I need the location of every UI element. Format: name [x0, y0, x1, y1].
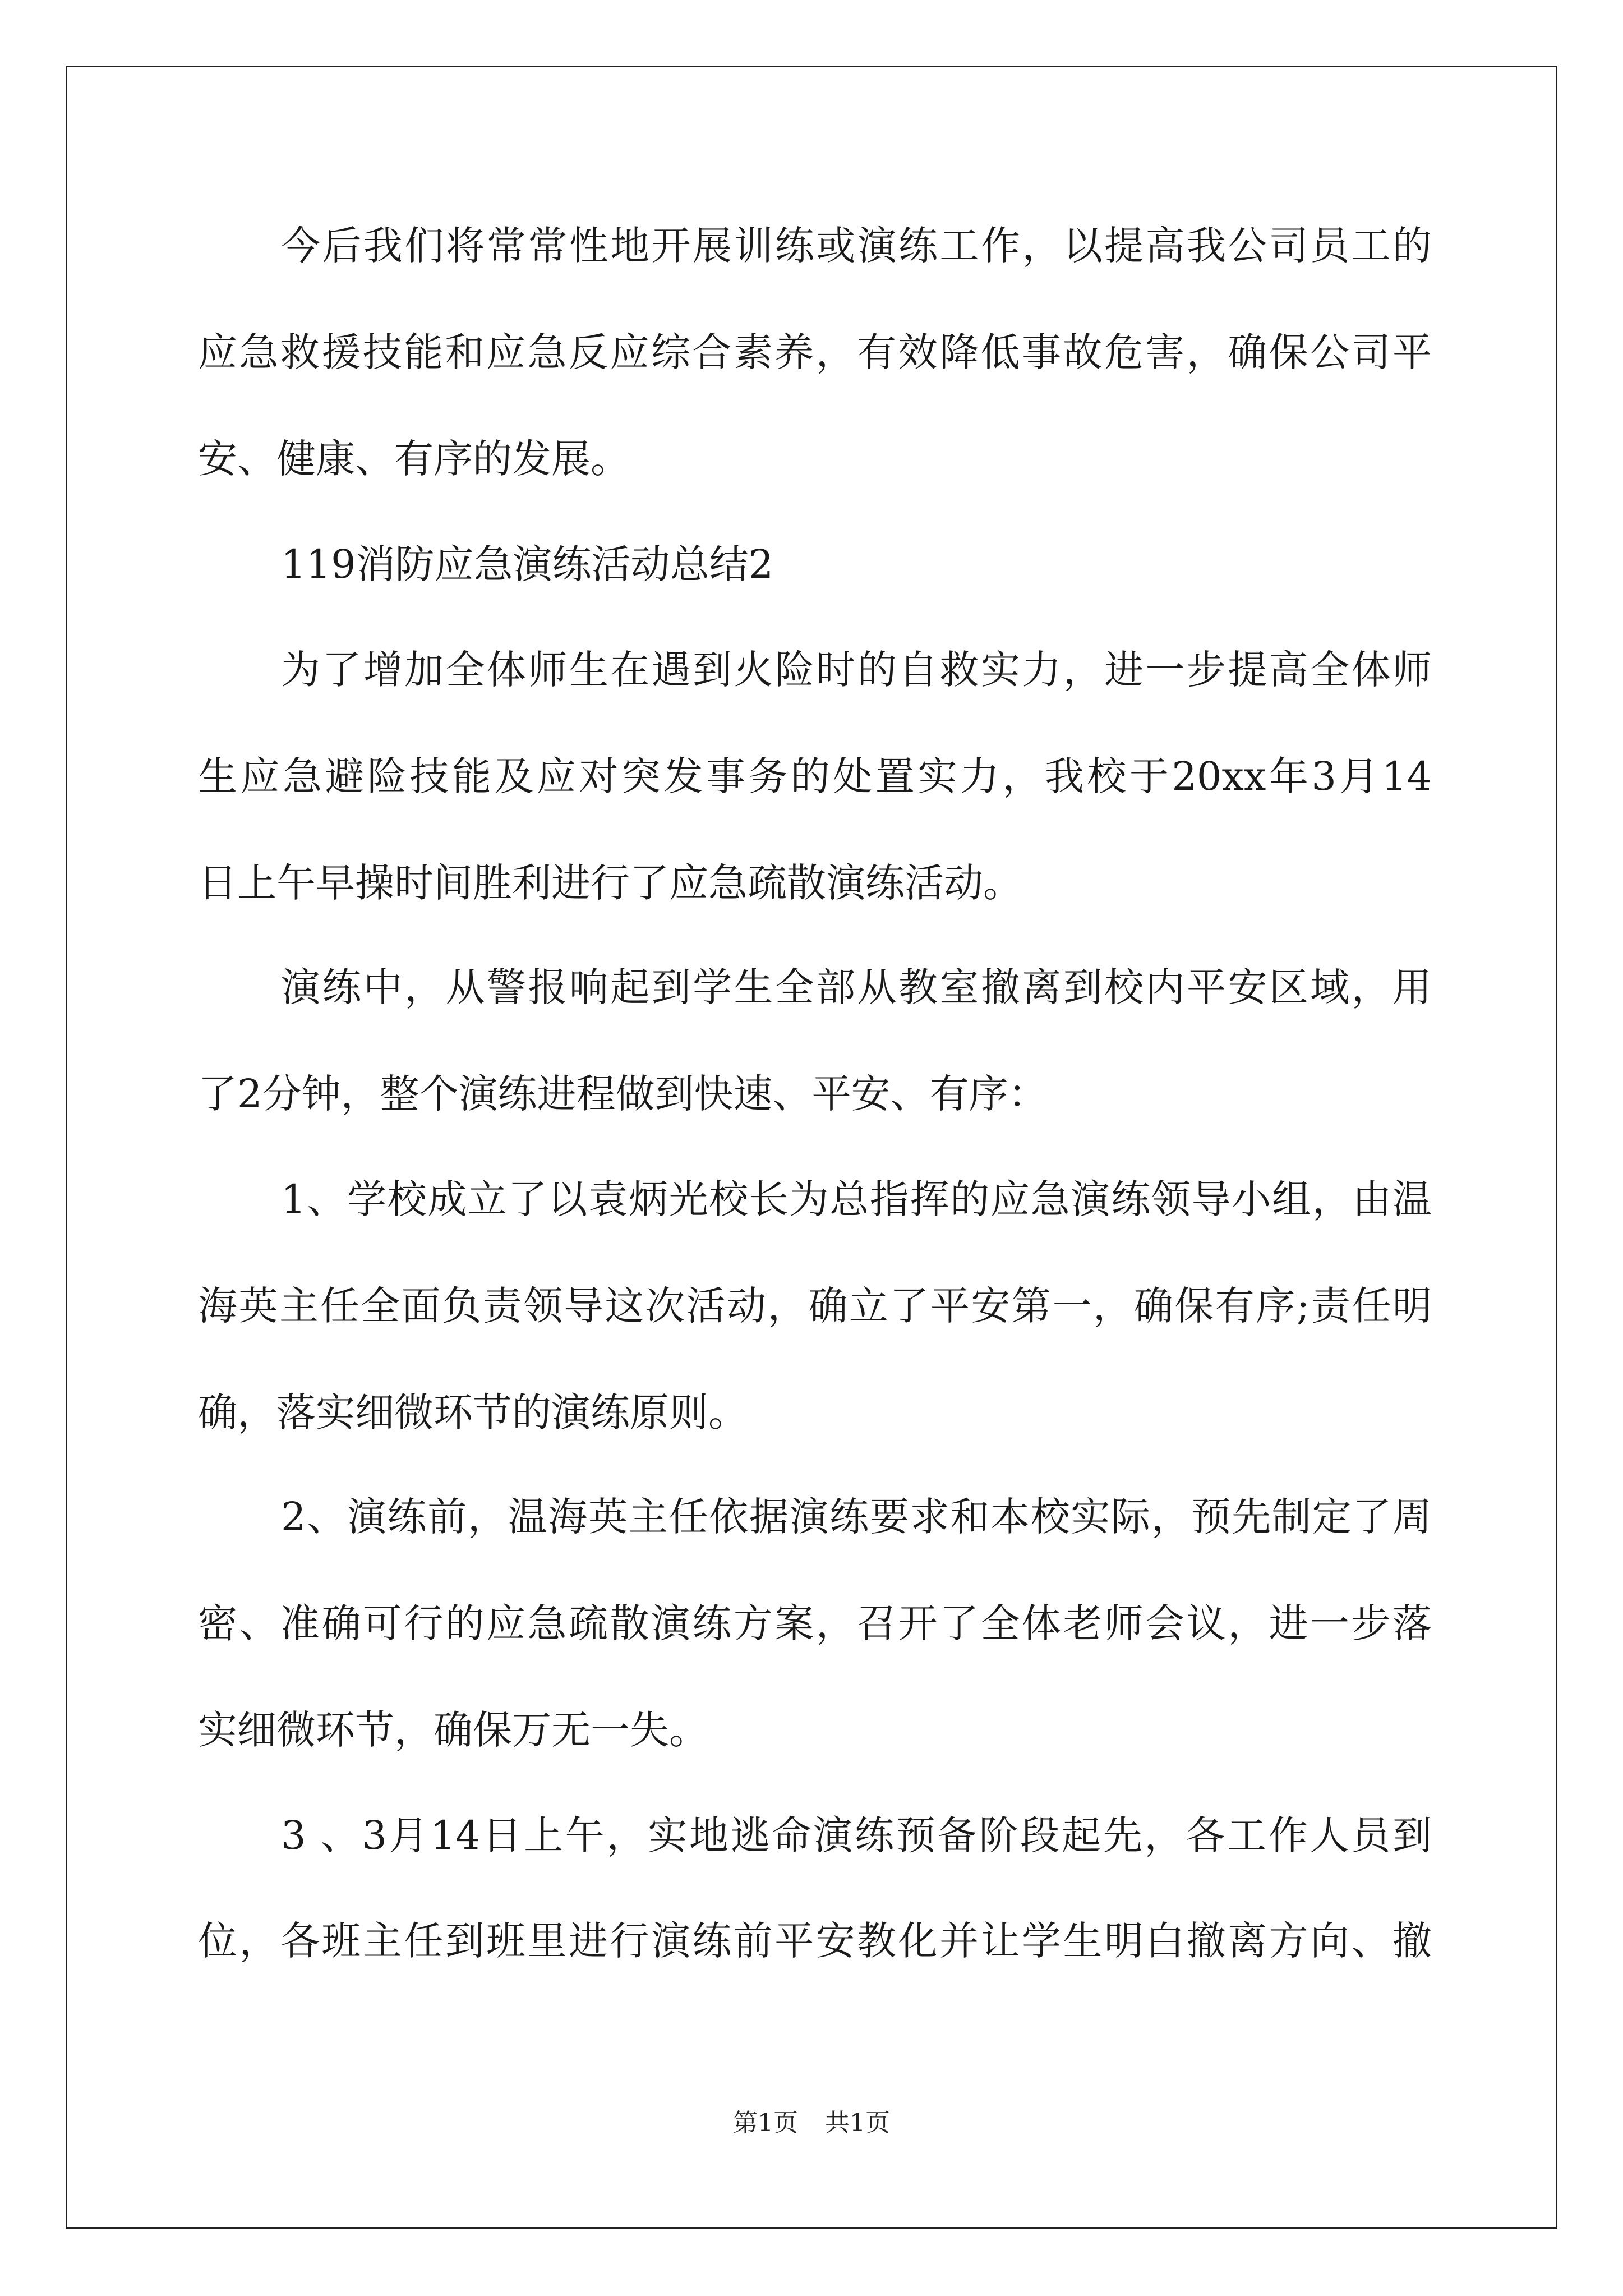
text-line: 3 、3月14日上午，实地逃命演练预备阶段起先，各工作人员到 [281, 1812, 1432, 1858]
section-heading: 119消防应急演练活动总结2 [281, 541, 774, 587]
page-number: 第1页 [733, 2109, 798, 2137]
text-line: 今后我们将常常性地开展训练或演练工作，以提高我公司员工的 [281, 223, 1432, 269]
text-line: 密、准确可行的应急疏散演练方案，召开了全体老师会议，进一步落 [198, 1600, 1432, 1646]
text-line: 位，各班主任到班里进行演练前平安教化并让学生明白撤离方向、撤 [198, 1918, 1432, 1964]
text-line: 海英主任全面负责领导这次活动，确立了平安第一，确保有序;责任明 [198, 1283, 1432, 1329]
text-line: 安、健康、有序的发展。 [198, 436, 630, 482]
text-line: 1、学校成立了以袁炳光校长为总指挥的应急演练领导小组，由温 [281, 1176, 1432, 1222]
text-line: 生应急避险技能及应对突发事务的处置实力，我校于20xx年3月14 [198, 753, 1432, 799]
page-border [66, 66, 1557, 2229]
text-line: 应急救援技能和应急反应综合素养，有效降低事故危害，确保公司平 [198, 329, 1432, 375]
text-line: 2、演练前，温海英主任依据演练要求和本校实际，预先制定了周 [281, 1494, 1432, 1540]
text-line: 为了增加全体师生在遇到火险时的自救实力，进一步提高全体师 [281, 647, 1432, 693]
text-line: 确，落实细微环节的演练原则。 [198, 1389, 748, 1435]
page-footer [0, 2106, 1623, 2140]
text-line: 演练中，从警报响起到学生全部从教室撤离到校内平安区域，用 [281, 964, 1432, 1010]
text-line: 了2分钟，整个演练进程做到快速、平安、有序： [198, 1071, 1048, 1117]
text-line: 日上午早操时间胜利进行了应急疏散演练活动。 [198, 860, 1022, 906]
text-line: 实细微环节，确保万无一失。 [198, 1707, 708, 1753]
page-total: 共1页 [825, 2109, 890, 2137]
